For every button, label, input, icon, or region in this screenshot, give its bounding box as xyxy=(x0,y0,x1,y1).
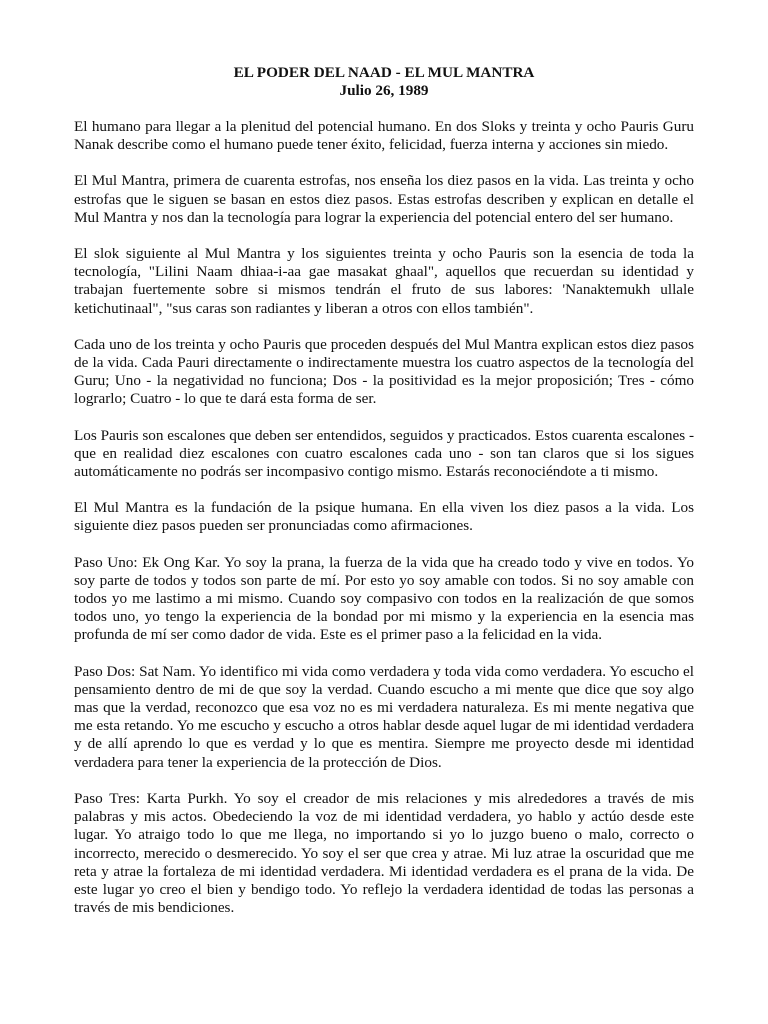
paragraph-3: El slok siguiente al Mul Mantra y los siguientes treinta y ocho Pauris son la esencia de toda la tecnología, "Lilini Naam dhiaa-i-aa gae masakat ghaal", aquellos que recuerdan su identidad y trabajan fuertemente sobre si mismos tendrán el fruto de sus labores: 'Nanaktemukh ullale ketichutinaal", "sus caras son radiantes y liberan a otros con ellos también". xyxy=(74,245,694,317)
paragraph-paso-tres: Paso Tres: Karta Purkh. Yo soy el creador de mis relaciones y mis alrededores a través de mis palabras y mis actos. Obedeciendo la voz de mi identidad verdadera, yo hablo y actúo desde este lugar. Yo atraigo todo lo que me llega, no importando si yo lo juzgo bueno o malo, correcto o incorrecto, merecido o desmerecido. Yo soy el ser que crea y atrae. Mi luz atrae la oscuridad que me reta y atrae la fortaleza de mi identidad verdadera. Mi identidad verdadera es el prana de la vida. De este lugar yo creo el bien y bendigo todo. Yo reflejo la verdadera identidad de todas las personas a través de mis bendiciones. xyxy=(74,789,694,917)
title-block xyxy=(74,64,694,100)
paragraph-paso-uno: Paso Uno: Ek Ong Kar. Yo soy la prana, la fuerza de la vida que ha creado todo y vive en todos. Yo soy parte de todos y todos son parte de mí. Por esto yo soy amable con todos. Si no soy amable con todos yo me lastimo a mi mismo. Cuando soy compasivo con todos en la realización de que somos todos uno, yo tengo la experiencia de la bondad por mi mismo y la experiencia en la esencia mas profunda de mí ser como dador de vida. Este es el primer paso a la felicidad en la vida. xyxy=(74,553,694,644)
paragraph-paso-dos: Paso Dos: Sat Nam. Yo identifico mi vida como verdadera y toda vida como verdadera. Yo escucho el pensamiento dentro de mi de que soy la verdad. Cuando escucho a mi mente que dice que soy algo mas que la verdad, reconozco que esa voz no es mi verdadera naturaleza. Es mi mente negativa que me esta retando. Yo me escucho y escucho a otros hablar desde aquel lugar de mi identidad verdadera y de allí aprendo lo que es verdad y lo que es mentira. Siempre me proyecto desde mi identidad verdadera para tener la experiencia de la protección de Dios. xyxy=(74,662,694,771)
paragraph-1: El humano para llegar a la plenitud del potencial humano. En dos Sloks y treinta y ocho Pauris Guru Nanak describe como el humano puede tener éxito, felicidad, fuerza interna y acciones sin miedo. xyxy=(74,118,694,154)
document-page xyxy=(74,64,694,917)
paragraph-6: El Mul Mantra es la fundación de la psique humana. En ella viven los diez pasos a la vida. Los siguiente diez pasos pueden ser pronunciadas como afirmaciones. xyxy=(74,499,694,535)
paragraph-5: Los Pauris son escalones que deben ser entendidos, seguidos y practicados. Estos cuarenta escalones - que en realidad diez escalones con cuatro escalones cada uno - son tan claros que si los sigues automáticamente no podrás ser incompasivo contigo mismo. Estarás reconociéndote a ti mismo. xyxy=(74,426,694,481)
paragraph-4: Cada uno de los treinta y ocho Pauris que proceden después del Mul Mantra explican estos diez pasos de la vida. Cada Pauri directamente o indirectamente muestra los cuatro aspectos de la tecnología del Guru; Uno - la negatividad no funciona; Dos - la positividad es la mejor proposición; Tres - cómo lograrlo; Cuatro - lo que te dará esta forma de ser. xyxy=(74,335,694,408)
paragraph-2: El Mul Mantra, primera de cuarenta estrofas, nos enseña los diez pasos en la vida. Las treinta y ocho estrofas que le siguen se basan en estos diez pasos. Estas estrofas describen y explican en detalle el Mul Mantra y nos dan la tecnología para lograr la experiencia del potencial entero del ser humano. xyxy=(74,172,694,226)
document-date: Julio 26, 1989 xyxy=(339,82,429,99)
document-title: EL PODER DEL NAAD - EL MUL MANTRA xyxy=(233,64,535,81)
